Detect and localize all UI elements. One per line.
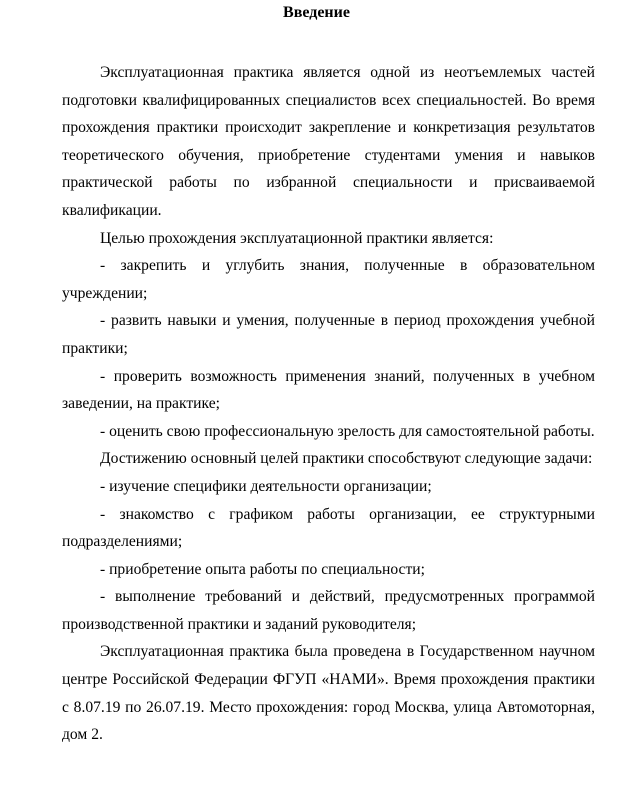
document-body bbox=[62, 59, 595, 749]
intro-paragraph: Эксплуатационная практика является одной из неотъемлемых частей подготовки квалифицированных специалистов всех специальностей. Во время прохождения практики происходит закрепление и конкретизация результатов теоретического обучения, приобретение студентами умения и навыков практической работы по избранной специальности и присваиваемой квалификации. bbox=[62, 64, 595, 219]
goal-item: - развить навыки и умения, полученные в период прохождения учебной практики; bbox=[62, 312, 595, 357]
task-item: - изучение специфики деятельности организации; bbox=[100, 477, 432, 495]
task-item: - приобретение опыта работы по специальности; bbox=[100, 560, 425, 578]
goal-item: - оценить свою профессиональную зрелость для самостоятельной работы. bbox=[100, 422, 595, 440]
goals-lead: Целью прохождения эксплуатационной практики является: bbox=[100, 229, 494, 247]
task-item: - выполнение требований и действий, предусмотренных программой производственной практики и заданий руководителя; bbox=[62, 588, 595, 633]
goal-item: - закрепить и углубить знания, полученные в образовательном учреждении; bbox=[62, 257, 595, 302]
goal-item: - проверить возможность применения знаний, полученных в учебном заведении, на практике; bbox=[62, 367, 595, 413]
task-item: - знакомство с графиком работы организации, ее структурными подразделениями; bbox=[62, 505, 595, 551]
closing-paragraph: Эксплуатационная практика была проведена в Государственном научном центре Российской Федерации ФГУП «НАМИ». Время прохождения практики с 8.07.19 по 26.07.19. Место прохождения: город Москва, улица Автомоторная, дом 2. bbox=[62, 643, 595, 744]
page-title: Введение bbox=[283, 4, 350, 21]
tasks-lead: Достижению основный целей практики способствуют следующие задачи: bbox=[100, 450, 593, 468]
